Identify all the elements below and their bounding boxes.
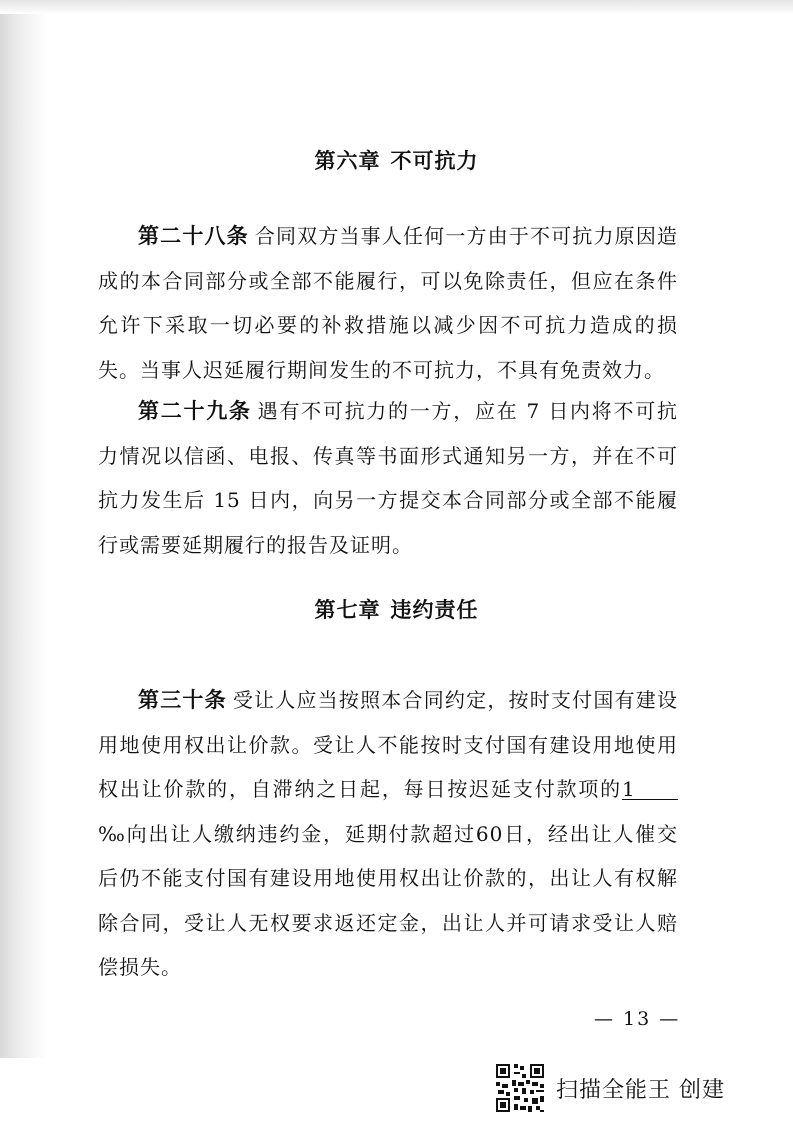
article-30-label: 第三十条: [138, 688, 227, 712]
article-29-text: 遇有不可抗力的一方，应在 7 日内将不可抗力情况以信函、电报、传真等书面形式通知另一方，并在不可抗力发生后 15 日内，向另一方提交本合同部分或全部不能履行或需要延期履行的报告及证明。: [98, 399, 678, 557]
article-30: [98, 678, 678, 990]
penalty-rate-blank: 1: [622, 779, 678, 800]
scan-top-shadow: [0, 0, 793, 14]
chapter-7-title: 第七章: [314, 598, 381, 622]
article-30-text-before: 受让人应当按照本合同约定，按时支付国有建设用地使用权出让价款。受让人不能按时支付国有建设用地使用权出让价款的，自滞纳之日起，每日按迟延支付款项的: [98, 688, 679, 801]
article-28-label: 第二十八条: [138, 224, 249, 248]
chapter-6-title: 第六章: [314, 149, 381, 173]
article-30-text-after: ‰向出让人缴纳违约金，延期付款超过60日，经出让人催交后仍不能支付国有建设用地使用权出让价款的，出让人有权解除合同，受让人无权要求返还定金，出让人并可请求受让人赔偿损失。: [98, 821, 678, 979]
scanner-watermark-text: 扫描全能王 创建: [556, 1077, 725, 1103]
article-29: [98, 389, 678, 567]
scanner-watermark: [494, 1062, 725, 1114]
page-number: — 13 —: [594, 1008, 681, 1030]
chapter-6-heading: [0, 145, 793, 175]
article-28: [98, 214, 678, 392]
chapter-6-subtitle: 不可抗力: [390, 149, 479, 173]
chapter-7-heading: [0, 594, 793, 624]
qr-code-icon: [494, 1062, 546, 1114]
article-28-text: 合同双方当事人任何一方由于不可抗力原因造成的本合同部分或全部不能履行，可以免除责任，但应在条件允许下采取一切必要的补救措施以减少因不可抗力造成的损失。当事人迟延履行期间发生的不可抗力，不具有免责效力。: [98, 224, 679, 382]
article-29-label: 第二十九条: [138, 399, 252, 423]
chapter-7-subtitle: 违约责任: [390, 598, 479, 622]
